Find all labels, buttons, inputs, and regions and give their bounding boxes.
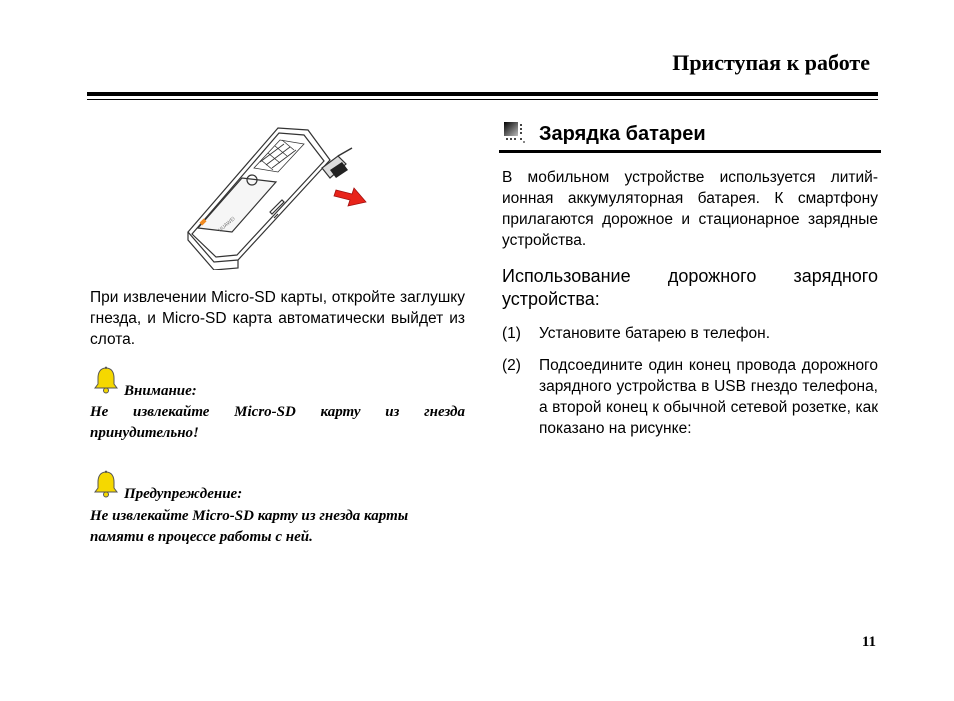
list-item-text: Подсоедините один конец провода дорожного зарядного устройства в USB гнездо телефона, а второй конец к обычной сетевой розетке, как показано на рисунке: — [539, 357, 878, 437]
note-caution-title: Предупреждение: — [124, 486, 243, 502]
bell-icon — [94, 366, 118, 394]
phone-sd-card-illustration — [180, 120, 370, 270]
section-bullet-icon — [504, 122, 526, 144]
list-item-text: Установите батарею в телефон. — [539, 325, 771, 342]
header-rule-thin — [87, 99, 878, 100]
header-rule-thick — [87, 92, 878, 96]
list-item — [502, 355, 878, 439]
section-title: Зарядка батареи — [539, 123, 706, 145]
page-header-title: Приступая к работе — [672, 50, 870, 75]
list-item — [502, 323, 878, 344]
list-item-number: (2) — [502, 357, 521, 374]
note-warning-title: Внимание: — [124, 383, 197, 399]
section-rule — [499, 150, 881, 153]
travel-charger-subheading: Использование дорожного зарядного устройства: — [502, 266, 878, 309]
page-number: 11 — [861, 634, 876, 650]
sd-removal-paragraph: При извлечении Micro-SD карты, откройте заглушку гнезда, и Micro-SD карта автоматически выйдет из слота. — [90, 289, 465, 348]
svg-text:HUAWEI: HUAWEI — [217, 215, 237, 234]
bell-icon — [94, 470, 118, 498]
note-warning-text: Не извлекайте Micro-SD карту из гнезда принудительно! — [90, 404, 465, 441]
battery-intro-paragraph: В мобильном устройстве используется литий-ионная аккумуляторная батарея. К смартфону прилагаются дорожное и стационарное зарядные устройства. — [502, 169, 878, 249]
note-caution-text: Не извлекайте Micro-SD карту из гнезда карты памяти в процессе работы с ней. — [90, 508, 409, 545]
list-item-number: (1) — [502, 325, 521, 342]
